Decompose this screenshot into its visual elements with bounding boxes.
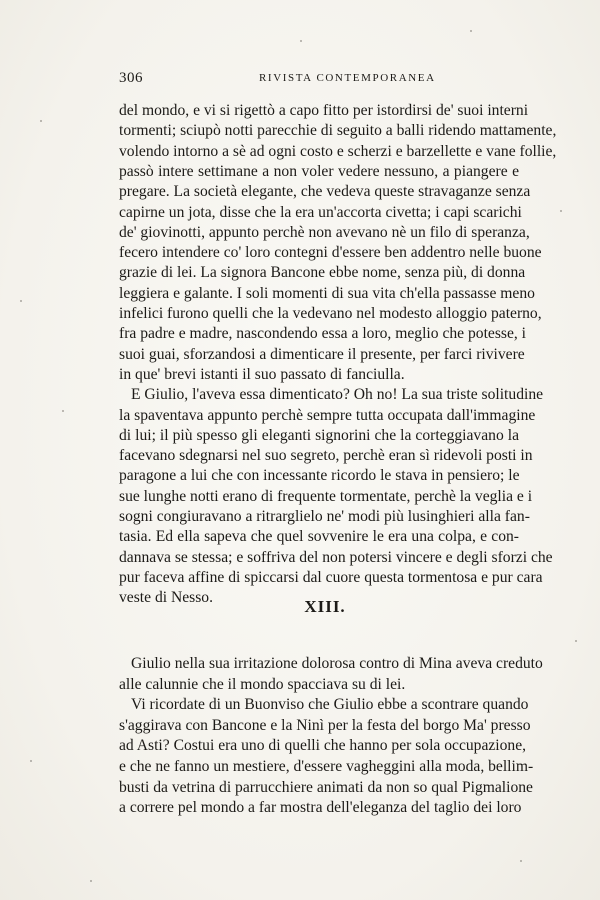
text-line: dannava se stessa; e soffriva del non potersi vincere e degli sforzi che (119, 548, 553, 566)
text-line: ad Asti? Costui era uno di quelli che hanno per sola occupazione, (119, 737, 527, 755)
text-line: capirne un jota, disse che la era un'accorta civetta; i capi scarichi (119, 203, 522, 221)
paper-speck (30, 760, 32, 762)
text-line: leggiera e galante. I soli momenti di sua vita ch'ella passasse meno (119, 284, 535, 302)
text-line: veste di Nesso. (119, 589, 213, 607)
text-line: de' giovinotti, appunto perchè non avevano nè un filo di speranza, (119, 223, 530, 241)
text-line: infelici furono quelli che la vedevano nel modesto alloggio paterno, (119, 305, 542, 322)
text-line: a correre pel mondo a far mostra dell'eleganza del taglio dei loro (119, 799, 522, 817)
paragraph-start-line: Giulio nella sua irritazione dolorosa contro di Mina aveva creduto (131, 655, 543, 672)
text-line: la spaventava appunto perchè sempre tutta occupata dall'immagine (119, 406, 536, 424)
text-line: tasia. Ed ella sapeva che quel sovvenire le era una colpa, e con- (119, 528, 519, 546)
text-line: fra padre e madre, nascondendo essa a loro, meglio che potesse, i (119, 325, 527, 343)
text-line: sue lunghe notti erano di frequente tormentate, perchè la veglia e i (119, 487, 533, 505)
text-line: tormenti; sciupò notti parecchie di seguito a balli ridendo mattamente, (119, 122, 557, 140)
paper-speck (300, 40, 302, 42)
paper-speck (520, 860, 522, 862)
page-header (119, 70, 519, 90)
section-heading: XIII. (304, 597, 346, 616)
page-number: 306 (119, 70, 143, 86)
text-line: pur faceva affine di spiccarsi dal cuore questa tormentosa e pur cara (119, 568, 543, 586)
paper-speck (90, 880, 92, 882)
paper-speck (575, 640, 577, 642)
text-line: e che ne fanno un mestiere, d'essere vagheggini alla moda, bellim- (119, 758, 534, 775)
running-title: RIVISTA CONTEMPORANEA (259, 72, 436, 84)
text-line: suoi guai, sforzandosi a dimenticare il presente, per farci rivivere (119, 345, 525, 363)
paper-speck (560, 210, 562, 212)
paragraph-start-line: E Giulio, l'aveva essa dimenticato? Oh no! La sua triste solitudine (131, 386, 544, 404)
paper-speck (470, 30, 472, 32)
text-line: busti da vetrina di parrucchiere animati da non so qual Pigmalione (119, 778, 533, 796)
text-line: fecero intendere co' loro contegni d'essere ben addentro nelle buone (119, 244, 542, 262)
text-line: s'aggirava con Bancone e la Ninì per la festa del borgo Ma' presso (119, 716, 531, 734)
text-line: sogni congiuravano a ritrarglielo ne' modi più lusinghieri alla fan- (119, 508, 530, 525)
text-line: facevano sdegnarsi nel suo segreto, perchè eran sì ridevoli posti in (119, 447, 533, 465)
text-line: pregare. La società elegante, che vedeva queste stravaganze senza (119, 183, 531, 201)
paper-speck (40, 120, 42, 122)
paper-speck (20, 300, 22, 302)
text-line: di lui; il più spesso gli eleganti signorini che la corteggiavano la (119, 426, 519, 444)
text-line: grazie di lei. La signora Bancone ebbe nome, senza più, di donna (119, 264, 526, 282)
text-line: alle calunnie che il mondo spacciava su di lei. (119, 675, 406, 693)
text-line: del mondo, e vi si rigettò a capo fitto per istordirsi de' suoi interni (119, 102, 529, 119)
text-line: in que' brevi istanti il suo passato di fanciulla. (119, 365, 405, 383)
text-line: passò intere settimane a non voler vedere nessuno, a piangere e (119, 162, 519, 180)
paragraph-start-line: Vi ricordate di un Buonviso che Giulio ebbe a scontrare quando (131, 696, 529, 714)
text-line: paragone a lui che con incessante ricordo le stava in pensiero; le (119, 467, 520, 485)
text-line: volendo intorno a sè ad ogni costo e scherzi e barzellette e vane follie, (119, 142, 557, 160)
paper-speck (62, 410, 64, 412)
